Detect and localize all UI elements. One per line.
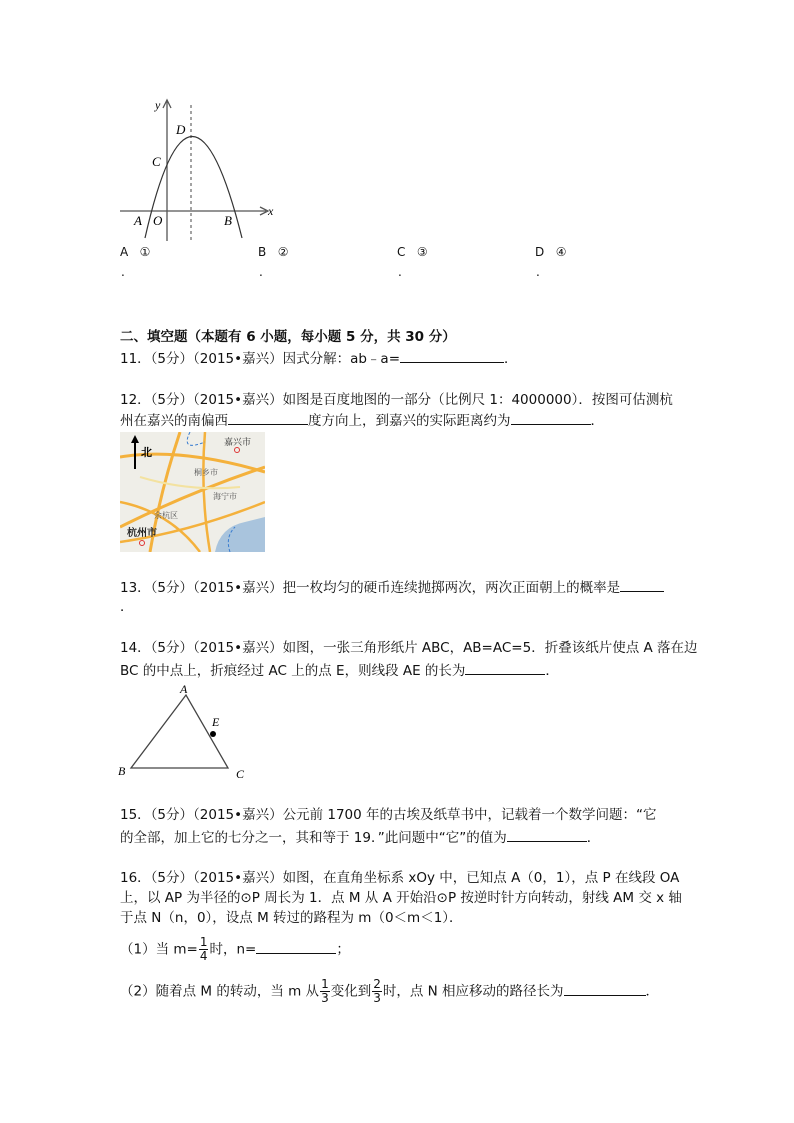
question-11: 11．（5分）（2015•嘉兴）因式分解：ab﹣a= ． (120, 348, 518, 369)
svg-text:C: C (236, 767, 245, 781)
question-14-line1: 14．（5分）（2015•嘉兴）如图，一张三角形纸片 ABC，AB=AC=5．折叠该纸片使点 A 落在边 (120, 640, 698, 656)
option-d[interactable] (535, 245, 566, 259)
answer-blank[interactable] (256, 939, 336, 954)
question-15-line1: 15．（5分）（2015•嘉兴）公元前 1700 年的古埃及纸草书中，记载着一个数学问题：“它 (120, 807, 657, 823)
svg-text:A: A (134, 213, 142, 228)
question-16-line1: 16．（5分）（2015•嘉兴）如图，在直角坐标系 xOy 中，已知点 A（0，1），点 P 在线段 OA (120, 870, 680, 886)
map-image (120, 432, 265, 552)
answer-blank[interactable] (620, 577, 664, 592)
svg-text:y: y (155, 98, 161, 112)
option-dot: . (398, 265, 402, 279)
option-b[interactable] (258, 245, 288, 259)
svg-text:桐乡市: 桐乡市 (194, 468, 218, 477)
question-16-line2: 上，以 AP 为半径的⊙P 周长为 1．点 M 从 A 开始沿⊙P 按逆时针方向转动，射线 AM 交 x 轴 (120, 890, 682, 906)
answer-blank[interactable] (507, 827, 587, 842)
answer-blank[interactable] (228, 410, 308, 425)
parabola-graph (118, 95, 278, 245)
answer-blank[interactable] (400, 348, 504, 363)
question-16-line3: 于点 N（n，0），设点 M 转过的路程为 m（0＜m＜1）． (120, 910, 463, 926)
svg-text:杭州市: 杭州市 (127, 528, 157, 539)
question-12-line2: 州在嘉兴的南偏西 度方向上，到嘉兴的实际距离约为 ． (120, 410, 604, 431)
option-letter: B (258, 245, 267, 259)
option-value: ④ (555, 245, 567, 259)
option-value: ② (277, 245, 289, 259)
question-14-line2: BC 的中点上，折痕经过 AC 上的点 E，则线段 AE 的长为 ． (120, 660, 559, 681)
section-title: 二、填空题（本题有 6 小题，每小题 5 分，共 30 分） (120, 329, 456, 345)
question-16-part2: （2）随着点 M 的转动，当 m 从 $\frac{1}{3}$ 变化到 $\frac{2}{3}$ 时，点 N 相应移动的路径长为 ． (120, 977, 660, 1005)
option-value: ① (139, 245, 151, 259)
option-dot: . (121, 265, 125, 279)
question-15-line2: 的全部，加上它的七分之一，其和等于 19．”此问题中“它”的值为 ． (120, 827, 600, 848)
option-value: ③ (416, 245, 428, 259)
option-c[interactable] (397, 245, 428, 259)
fraction: $\frac{2}{3}$ (373, 977, 381, 1005)
svg-text:余杭区: 余杭区 (154, 511, 178, 520)
svg-text:B: B (224, 213, 232, 228)
svg-text:A: A (180, 683, 188, 696)
svg-text:B: B (118, 764, 126, 778)
question-13: 13．（5分）（2015•嘉兴）把一枚均匀的硬币连续抛掷两次，两次正面朝上的概率是 (120, 577, 664, 598)
option-letter: D (535, 245, 545, 259)
svg-text:E: E (212, 715, 220, 729)
answer-blank[interactable] (564, 981, 646, 996)
svg-text:北: 北 (141, 446, 152, 459)
question-12-line1: 12．（5分）（2015•嘉兴）如图是百度地图的一部分（比例尺 1：4000000）．按图可估测杭 (120, 392, 673, 408)
fraction: $\frac{1}{3}$ (321, 977, 329, 1005)
answer-blank[interactable] (511, 410, 591, 425)
question-16-part1: （1）当 m= $\frac{1}{4}$ 时，n= ； (120, 935, 350, 963)
answer-blank[interactable] (465, 660, 545, 675)
option-dot: . (259, 265, 263, 279)
option-a[interactable] (120, 245, 150, 259)
svg-text:O: O (153, 213, 163, 228)
question-13-end: ． (120, 599, 134, 615)
svg-text:海宁市: 海宁市 (213, 492, 237, 501)
svg-text:D: D (176, 122, 186, 137)
svg-text:C: C (152, 154, 161, 169)
option-letter: A (120, 245, 129, 259)
option-letter: C (397, 245, 406, 259)
svg-text:嘉兴市: 嘉兴市 (224, 438, 252, 448)
option-dot: . (536, 265, 540, 279)
triangle-figure (116, 683, 256, 783)
fraction: $\frac{1}{4}$ (199, 935, 208, 963)
svg-text:x: x (268, 204, 274, 218)
